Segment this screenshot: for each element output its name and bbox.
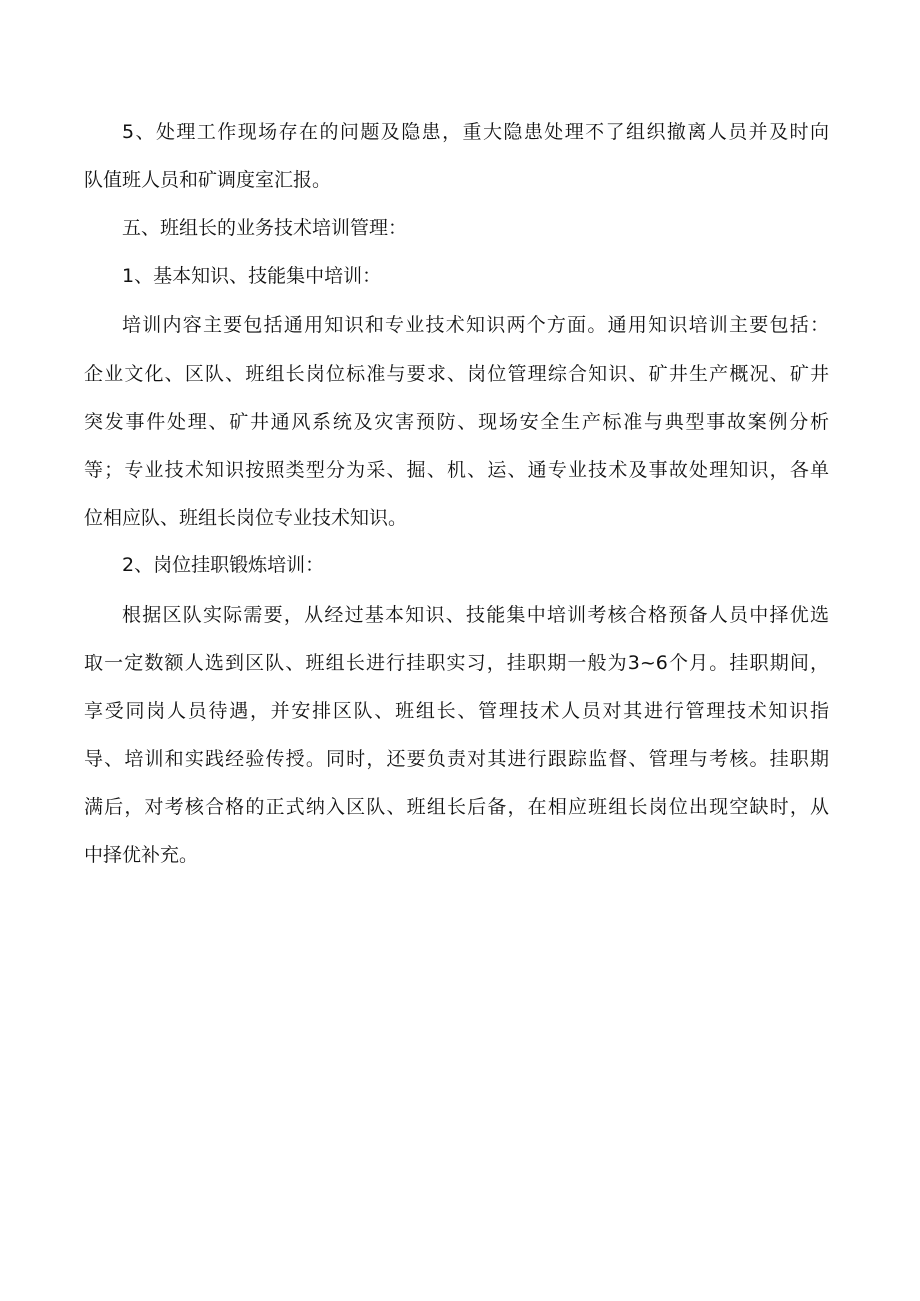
paragraph-2-line-5: 满后，对考核合格的正式纳入区队、班组长后备，在相应班组长岗位出现空缺时，从 <box>84 796 829 818</box>
paragraph-1-line-4: 等；专业技术知识按照类型分为采、掘、机、运、通专业技术及事故处理知识，各单 <box>84 459 829 481</box>
paragraph-1-line-5: 位相应队、班组长岗位专业技术知识。 <box>84 507 408 529</box>
subheading-2: 2、岗位挂职锻炼培训： <box>122 554 325 576</box>
item-5-line-1: 5、处理工作现场存在的问题及隐患，重大隐患处理不了组织撤离人员并及时向 <box>122 121 829 143</box>
paragraph-2-line-1: 根据区队实际需要，从经过基本知识、技能集中培训考核合格预备人员中择优选 <box>122 604 829 626</box>
paragraph-2-line-3: 享受同岗人员待遇，并安排区队、班组长、管理技术人员对其进行管理技术知识指 <box>84 700 829 722</box>
paragraph-1-line-2: 企业文化、区队、班组长岗位标准与要求、岗位管理综合知识、矿井生产概况、矿井 <box>84 363 829 385</box>
subheading-1: 1、基本知识、技能集中培训： <box>122 265 382 287</box>
item-5-line-2: 队值班人员和矿调度室汇报。 <box>84 169 332 191</box>
paragraph-2-line-2: 取一定数额人选到区队、班组长进行挂职实习，挂职期一般为3~6个月。挂职期间， <box>84 652 829 674</box>
paragraph-2-line-4: 导、培训和实践经验传授。同时，还要负责对其进行跟踪监督、管理与考核。挂职期 <box>84 748 829 770</box>
section-5-heading: 五、班组长的业务技术培训管理： <box>122 217 408 239</box>
paragraph-2-line-6: 中择优补充。 <box>84 844 199 866</box>
paragraph-1-line-3: 突发事件处理、矿井通风系统及灾害预防、现场安全生产标准与典型事故案例分析 <box>84 411 829 433</box>
paragraph-1-line-1: 培训内容主要包括通用知识和专业技术知识两个方面。通用知识培训主要包括： <box>122 314 829 336</box>
